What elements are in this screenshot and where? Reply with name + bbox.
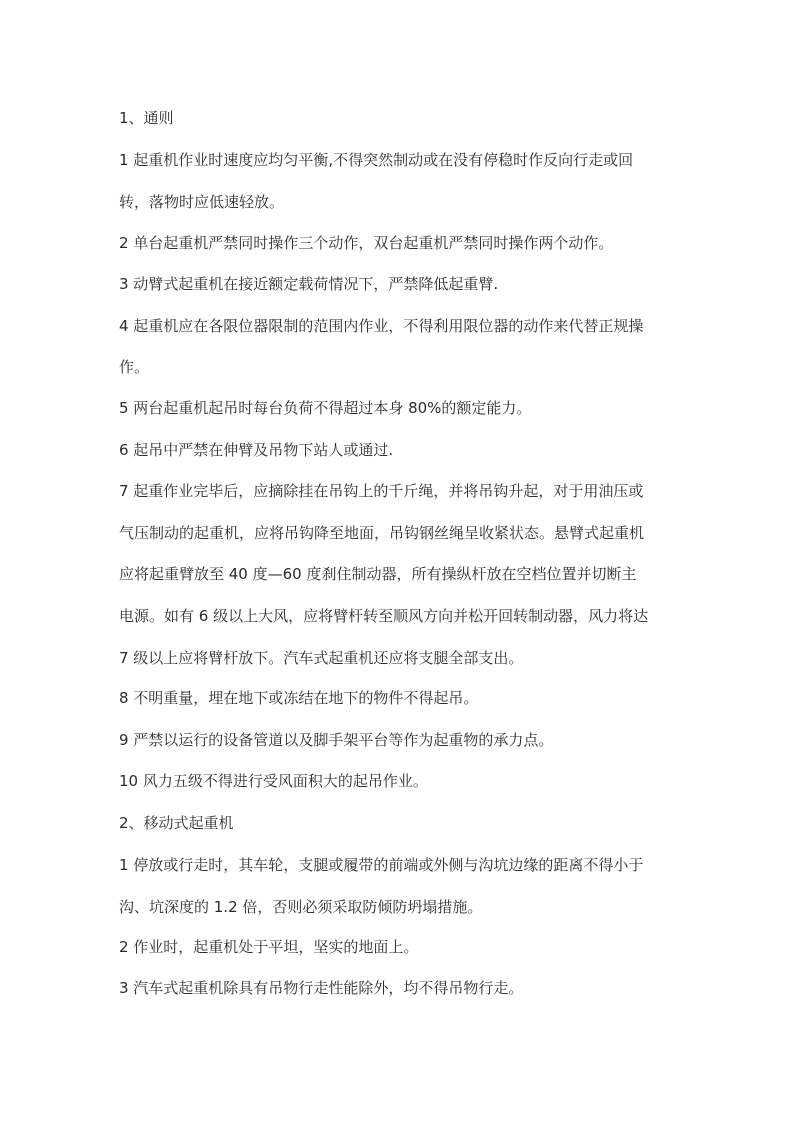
paragraph-line: 转，落物时应低速轻放。: [119, 193, 285, 211]
paragraph-line: 2 作业时，起重机处于平坦，坚实的地面上。: [119, 938, 419, 956]
paragraph-line: 5 两台起重机起吊时每台负荷不得超过本身 80%的额定能力。: [119, 399, 532, 417]
paragraph-line: 作。: [119, 358, 150, 376]
paragraph-line: 4 起重机应在各限位器限制的范围内作业，不得利用限位器的动作来代替正规操: [119, 317, 644, 335]
paragraph-line: 3 汽车式起重机除具有吊物行走性能除外，均不得吊物行走。: [119, 979, 524, 997]
paragraph-line: 9 严禁以运行的设备管道以及脚手架平台等作为起重物的承力点。: [119, 731, 554, 749]
paragraph-line: 电源。如有 6 级以上大风，应将臂杆转至顺风方向并松开回转制动器，风力将达: [119, 607, 649, 625]
paragraph-line: 2 单台起重机严禁同时操作三个动作，双台起重机严禁同时操作两个动作。: [119, 234, 614, 252]
section-heading: 2、移动式起重机: [119, 814, 234, 832]
paragraph-line: 10 风力五级不得进行受风面积大的起吊作业。: [119, 772, 428, 790]
paragraph-line: 沟、坑深度的 1.2 倍，否则必须采取防倾防坍塌措施。: [119, 898, 483, 916]
paragraph-line: 3 动臂式起重机在接近额定载荷情况下，严禁降低起重臂.: [119, 275, 499, 293]
paragraph-line: 8 不明重量，埋在地下或冻结在地下的物件不得起吊。: [119, 689, 479, 707]
paragraph-line: 1 起重机作业时速度应均匀平衡,不得突然制动或在没有停稳时作反向行走或回: [119, 151, 634, 169]
paragraph-line: 7 级以上应将臂杆放下。汽车式起重机还应将支腿全部支出。: [119, 649, 524, 667]
paragraph-line: 7 起重作业完毕后，应摘除挂在吊钩上的千斤绳，并将吊钩升起，对于用油压或: [119, 482, 644, 500]
paragraph-line: 应将起重臂放至 40 度—60 度刹住制动器，所有操纵杆放在空档位置并切断主: [119, 565, 637, 583]
paragraph-line: 6 起吊中严禁在伸臂及吊物下站人或通过.: [119, 441, 394, 459]
paragraph-line: 1 停放或行走时，其车轮，支腿或履带的前端或外侧与沟坑边缘的距离不得小于: [119, 856, 644, 874]
paragraph-line: 气压制动的起重机，应将吊钩降至地面，吊钩钢丝绳呈收紧状态。悬臂式起重机: [119, 524, 645, 542]
section-heading: 1、通则: [119, 109, 174, 127]
